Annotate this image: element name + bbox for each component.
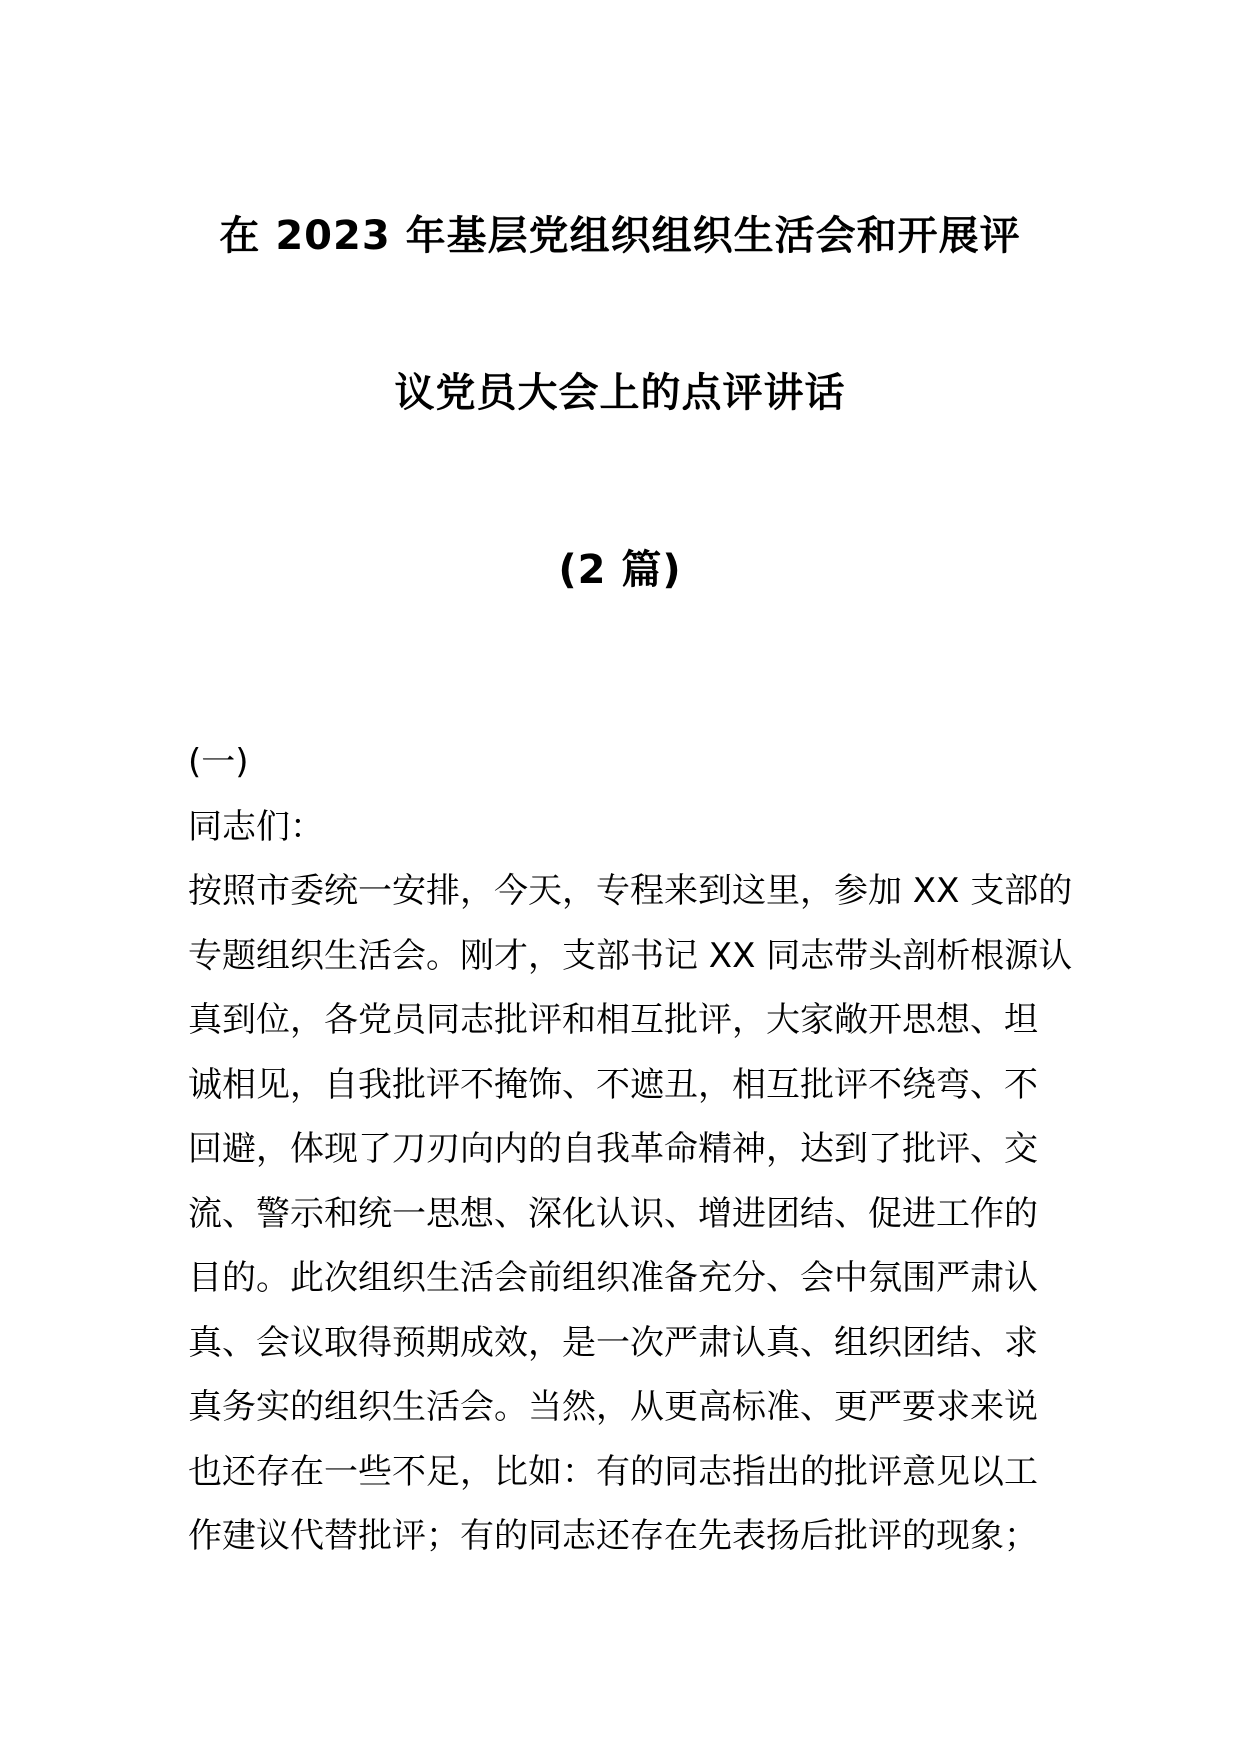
paragraph-line: 回避，体现了刀刃向内的自我革命精神，达到了批评、交 [188,1129,1038,1169]
document-title-count: (2 篇) [558,547,682,593]
body-paragraph [188,859,1073,1569]
section-marker: (一) [188,742,249,782]
paragraph-line: 真务实的组织生活会。当然，从更高标准、更严要求来说 [188,1387,1038,1427]
paragraph-line: 真到位，各党员同志批评和相互批评，大家敞开思想、坦 [188,1000,1038,1040]
document-title-line-2: 议党员大会上的点评讲话 [394,370,846,416]
paragraph-line: 诚相见，自我批评不掩饰、不遮丑，相互批评不绕弯、不 [188,1064,1038,1105]
paragraph-line: 作建议代替批评；有的同志还存在先表扬后批评的现象； [188,1516,1038,1556]
paragraph-line: 真、会议取得预期成效，是一次严肃认真、组织团结、求 [188,1322,1038,1363]
paragraph-line: 也还存在一些不足，比如：有的同志指出的批评意见以工 [188,1451,1038,1492]
salutation: 同志们： [188,806,324,847]
paragraph-line: 目的。此次组织生活会前组织准备充分、会中氛围严肃认 [188,1258,1038,1298]
paragraph-line: 专题组织生活会。刚才，支部书记 XX 同志带头剖析根源认 [188,935,1073,976]
document-title-line-1: 在 2023 年基层党组织组织生活会和开展评 [219,213,1021,259]
paragraph-line: 按照市委统一安排，今天，专程来到这里，参加 XX 支部的 [188,871,1073,911]
paragraph-line: 流、警示和统一思想、深化认识、增进团结、促进工作的 [188,1193,1038,1234]
